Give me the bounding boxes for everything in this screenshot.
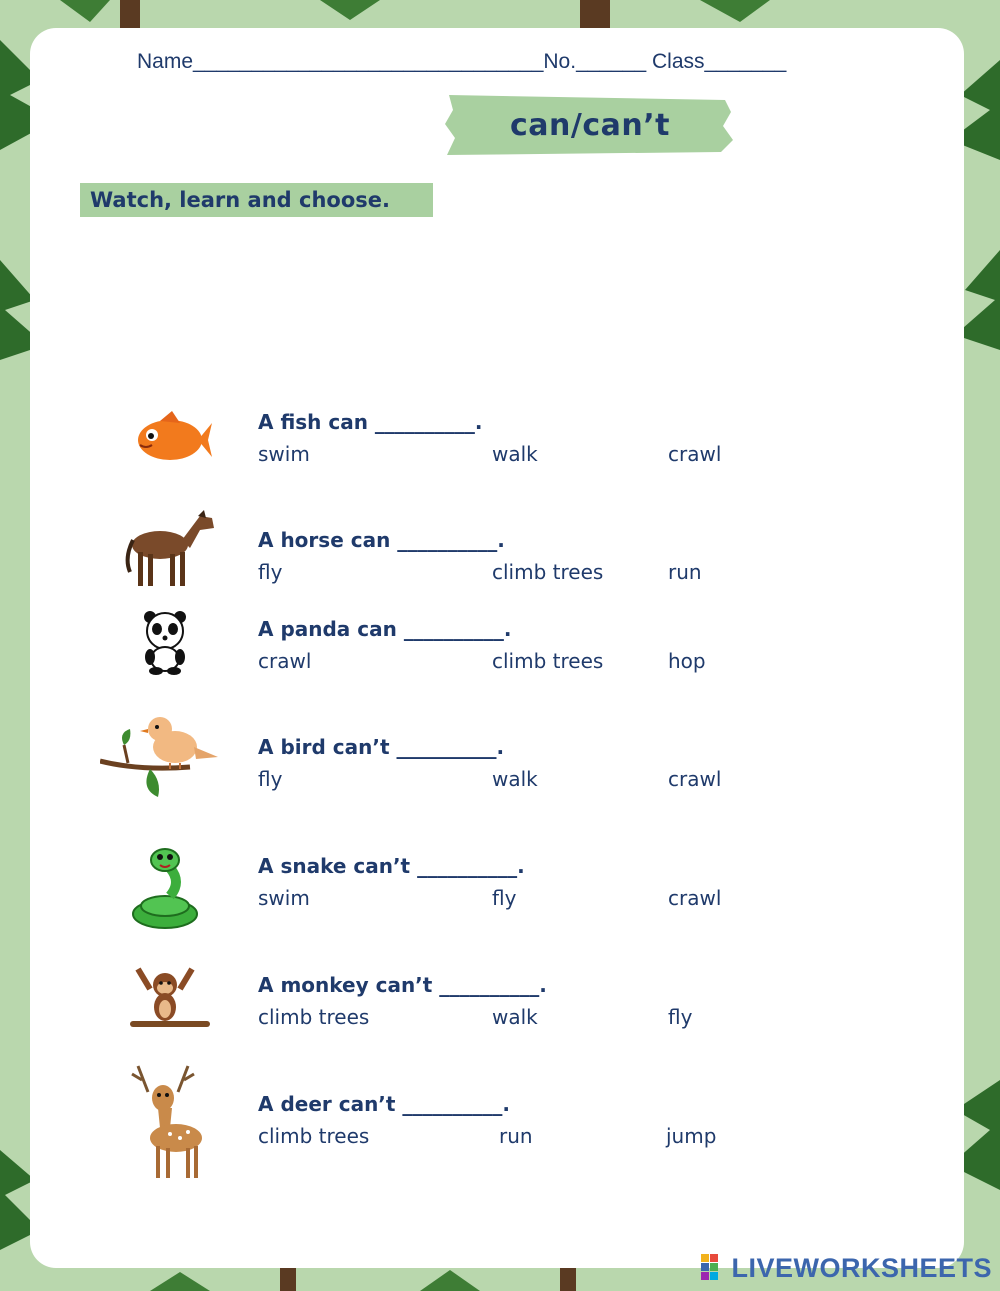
deer-icon [100, 1062, 230, 1182]
option-choice[interactable]: walk [492, 767, 538, 791]
option-choice[interactable]: climb trees [258, 1124, 370, 1148]
page-title: can/can’t [510, 107, 670, 143]
option-choice[interactable]: crawl [668, 767, 722, 791]
question-text: A deer can’t __________. [258, 1092, 511, 1116]
option-choice[interactable]: fly [492, 886, 517, 910]
question-text: A bird can’t __________. [258, 735, 505, 759]
option-choice[interactable]: fly [668, 1005, 693, 1029]
logo-text: LIVEWORKSHEETS [731, 1252, 992, 1283]
option-choice[interactable]: walk [492, 442, 538, 466]
instruction-banner: Watch, learn and choose. [80, 183, 433, 217]
option-choice[interactable]: climb trees [492, 649, 604, 673]
option-choice[interactable]: hop [668, 649, 706, 673]
monkey-icon [100, 967, 230, 1037]
option-choice[interactable]: walk [492, 1005, 538, 1029]
option-choice[interactable]: swim [258, 886, 310, 910]
option-choice[interactable]: fly [258, 560, 283, 584]
question-text: A horse can __________. [258, 528, 505, 552]
name-no-class-line: Name______________________________No.______ Class_______ [137, 50, 787, 73]
horse-icon [100, 510, 230, 590]
option-choice[interactable]: crawl [668, 442, 722, 466]
bird-icon [100, 711, 230, 801]
liveworksheets-logo [701, 1251, 992, 1285]
option-choice[interactable]: crawl [668, 886, 722, 910]
question-text: A panda can __________. [258, 617, 512, 641]
question-text: A fish can __________. [258, 410, 483, 434]
snake-icon [100, 846, 230, 936]
option-choice[interactable]: run [499, 1124, 533, 1148]
title-banner [445, 92, 735, 158]
question-text: A snake can’t __________. [258, 854, 525, 878]
panda-icon [100, 611, 230, 675]
option-choice[interactable]: climb trees [258, 1005, 370, 1029]
option-choice[interactable]: jump [666, 1124, 717, 1148]
option-choice[interactable]: climb trees [492, 560, 604, 584]
option-choice[interactable]: crawl [258, 649, 312, 673]
option-choice[interactable]: fly [258, 767, 283, 791]
question-text: A monkey can’t __________. [258, 973, 547, 997]
option-choice[interactable]: run [668, 560, 702, 584]
liveworksheets-logo-icon [701, 1254, 727, 1282]
option-choice[interactable]: swim [258, 442, 310, 466]
fish-icon [100, 405, 230, 475]
